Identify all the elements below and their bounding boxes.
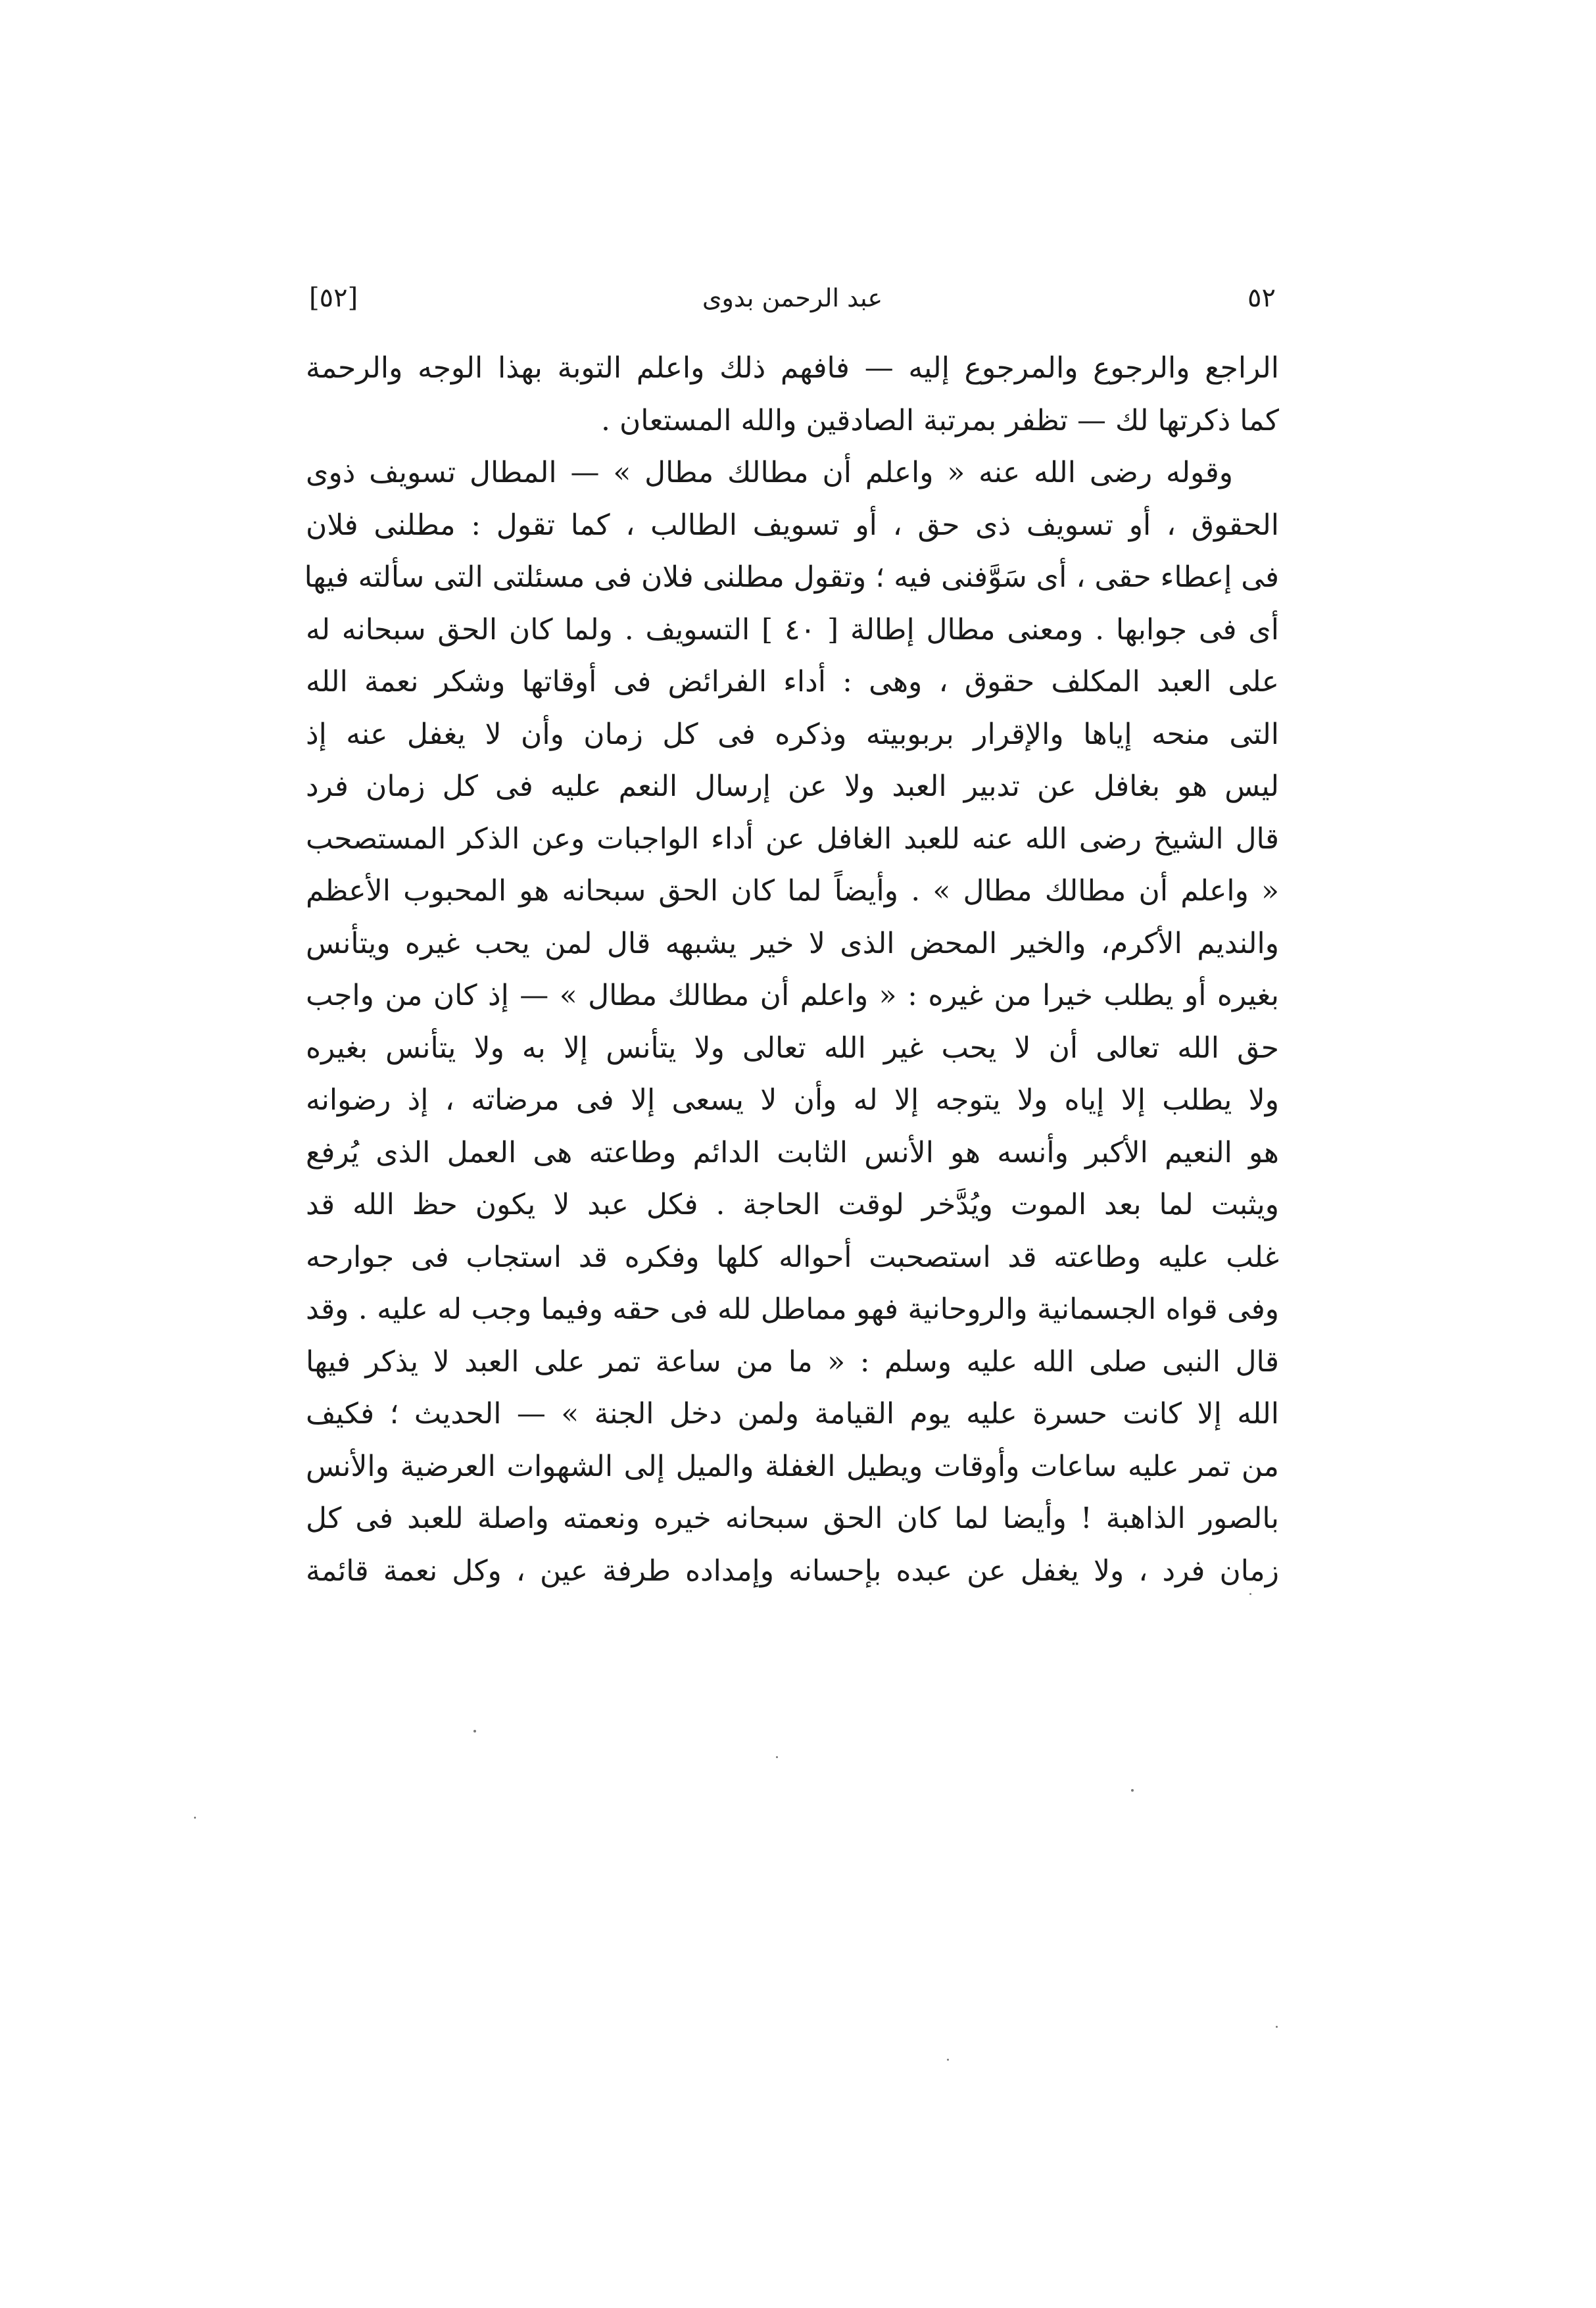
text-line: قال الشيخ رضى الله عنه للعبد الغافل عن أداء الواجبات وعن الذكر المستصحب xyxy=(306,822,1279,856)
text-line: زمان فرد ، ولا يغفل عن عبده بإحسانه وإمداده طرفة عين ، وكل نعمة قائمة xyxy=(306,1554,1279,1588)
text-line: الله إلا كانت حسرة عليه يوم القيامة ولمن دخل الجنة » — الحديث ؛ فكيف xyxy=(306,1397,1279,1431)
text-line: بغيره أو يطلب خيرا من غيره : « واعلم أن مطالك مطال » — إذ كان من واجب xyxy=(306,979,1279,1012)
text-line: الراجع والرجوع والمرجوع إليه — فافهم ذلك واعلم التوبة بهذا الوجه والرحمة xyxy=(306,351,1279,385)
scan-speck xyxy=(776,1756,778,1758)
text-line: هو النعيم الأكبر وأنسه هو الأنس الثابت الدائم وطاعته هى العمل الذى يُرفع xyxy=(306,1135,1279,1169)
scan-speck xyxy=(1131,1789,1134,1792)
scan-speck xyxy=(194,1817,196,1819)
text-line: وفى قواه الجسمانية والروحانية فهو مماطل لله فى حقه وفيما وجب له عليه . وقد xyxy=(306,1292,1279,1326)
text-line: وقوله رضى الله عنه « واعلم أن مطالك مطال » — المطال تسويف ذوى xyxy=(306,456,1233,489)
text-line: ليس هو بغافل عن تدبير العبد ولا عن إرسال النعم عليه فى كل زمان فرد xyxy=(306,770,1279,803)
text-line: أى فى جوابها . ومعنى مطال إطالة [ ٤٠ ] التسويف . ولما كان الحق سبحانه له xyxy=(306,612,1279,647)
scan-speck xyxy=(473,1730,476,1732)
text-line: قال النبى صلى الله عليه وسلم : « ما من ساعة تمر على العبد لا يذكر فيها xyxy=(306,1344,1279,1379)
bracketed-page-number: [٥٢] xyxy=(309,283,358,313)
scan-speck xyxy=(947,2059,949,2061)
running-title: عبد الرحمن بدوى xyxy=(702,283,883,312)
text-line: والنديم الأكرم، والخير المحض الذى لا خير يشبهه قال لمن يحب غيره ويتأنس xyxy=(306,926,1279,960)
body-text xyxy=(306,342,1279,1597)
text-line: « واعلم أن مطالك مطال » . وأيضاً لما كان الحق سبحانه هو المحبوب الأعظم xyxy=(306,874,1279,908)
page-header xyxy=(309,275,1276,321)
text-line: ولا يطلب إلا إياه ولا يتوجه إلا له وأن لا يسعى إلا فى مرضاته ، إذ رضوانه xyxy=(306,1083,1279,1117)
text-line: حق الله تعالى أن لا يحب غير الله تعالى ولا يتأنس إلا به ولا يتأنس بغيره xyxy=(306,1031,1279,1065)
scan-speck xyxy=(1276,2026,1278,2028)
text-line: على العبد المكلف حقوق ، وهى : أداء الفرائض فى أوقاتها وشكر نعمة الله xyxy=(306,665,1279,699)
text-line: من تمر عليه ساعات وأوقات ويطيل الغفلة والميل إلى الشهوات العرضية والأنس xyxy=(306,1449,1279,1483)
text-line: ويثبت لما بعد الموت ويُدَّخر لوقت الحاجة . فكل عبد لا يكون حظ الله قد xyxy=(306,1188,1279,1221)
text-line: التى منحه إياها والإقرار بربوبيته وذكره فى كل زمان وأن لا يغفل عنه إذ xyxy=(306,717,1279,751)
scan-speck xyxy=(1249,1593,1251,1595)
text-line: الحقوق ، أو تسويف ذى حق ، أو تسويف الطالب ، كما تقول : مطلنى فلان xyxy=(306,508,1279,542)
text-line: غلب عليه وطاعته قد استصحبت أحواله كلها وفكره قد استجاب فى جوارحه xyxy=(306,1240,1279,1274)
text-line: كما ذكرتها لك — تظفر بمرتبة الصادقين والله المستعان . xyxy=(600,403,1279,437)
text-line: فى إعطاء حقى ، أى سَوَّفنى فيه ؛ وتقول مطلنى فلان فى مسئلتى التى سألته فيها xyxy=(304,560,1279,594)
text-line: بالصور الذاهبة ! وأيضا لما كان الحق سبحانه خيره ونعمته واصلة للعبد فى كل xyxy=(306,1502,1279,1535)
page-number: ٥٢ xyxy=(1247,283,1276,313)
